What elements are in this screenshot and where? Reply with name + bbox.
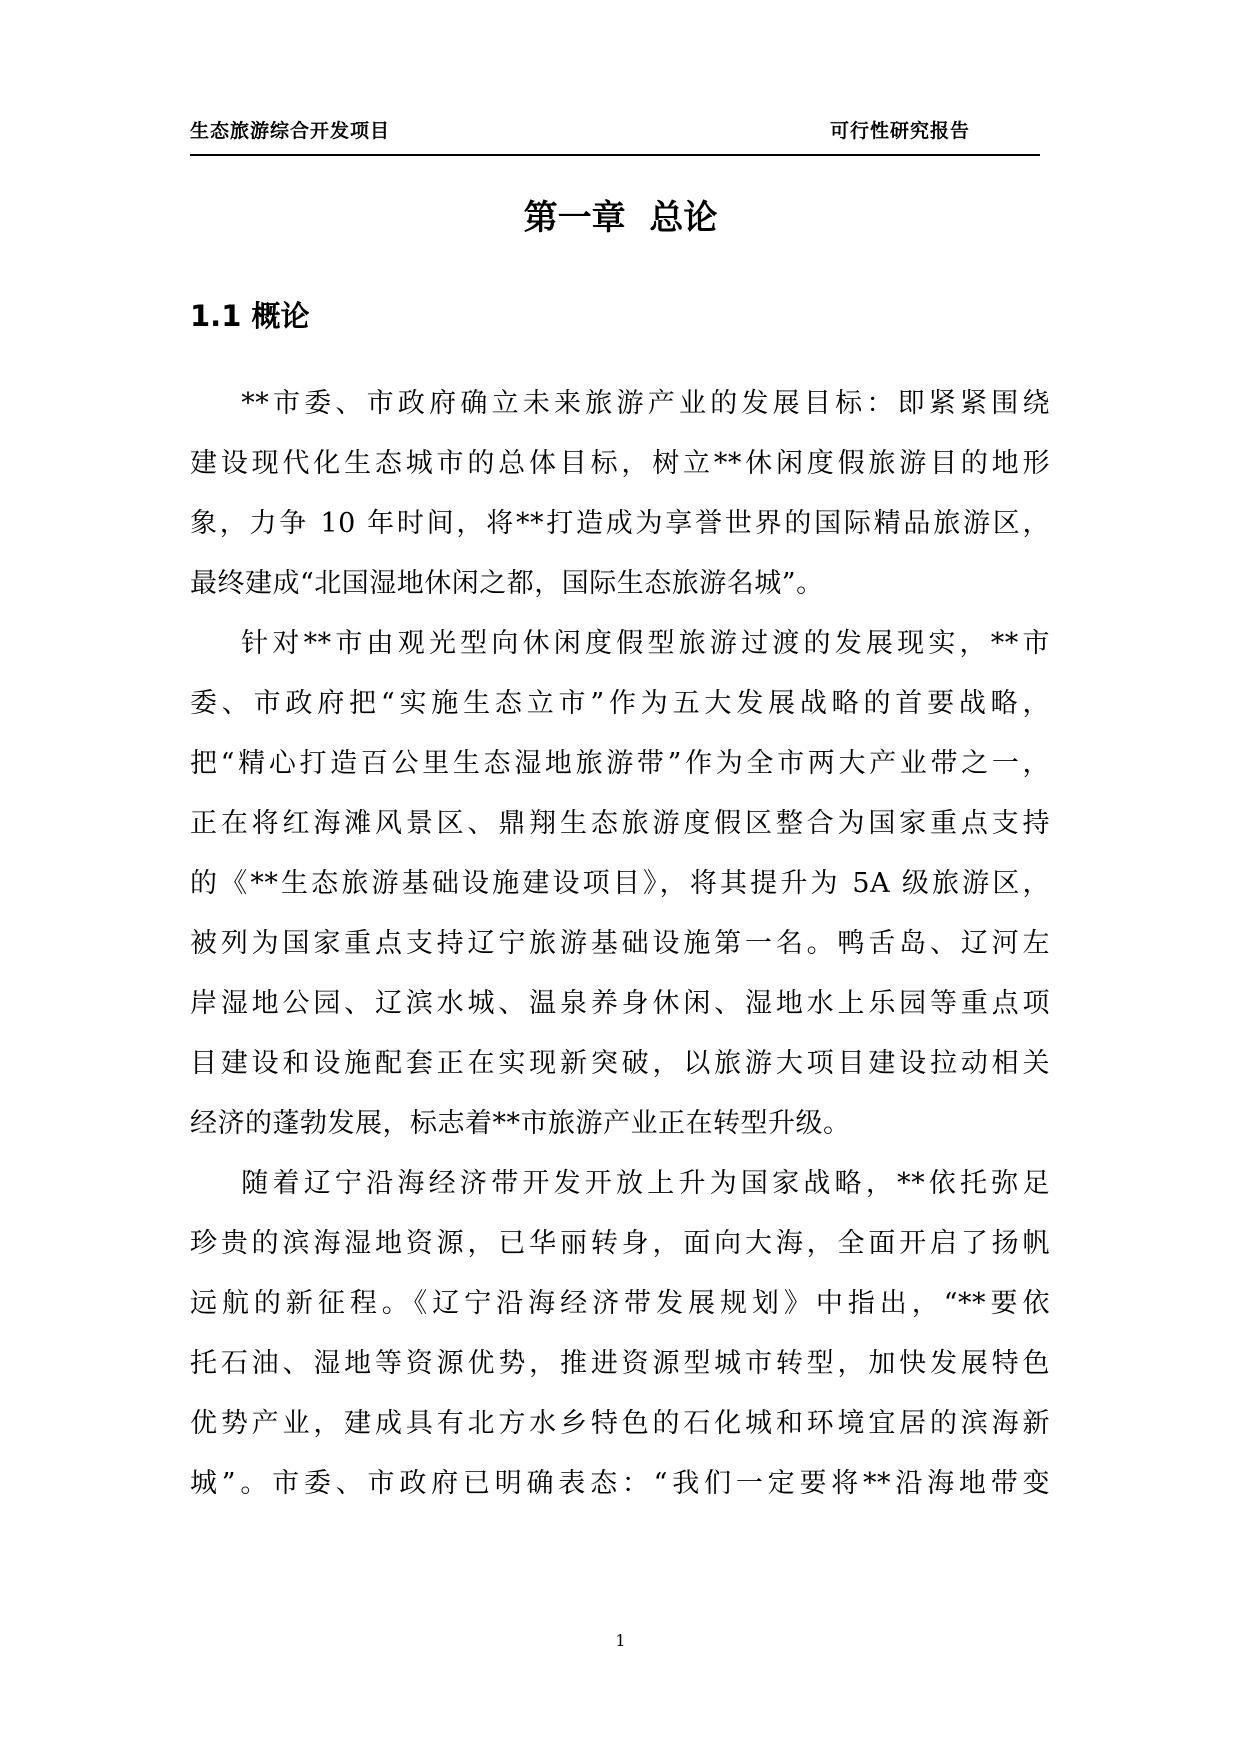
paragraph-1-line: 建设现代化生态城市的总体目标，树立**休闲度假旅游目的地形 (190, 448, 1050, 479)
paragraph-2-line: 目建设和设施配套正在实现新突破，以旅游大项目建设拉动相关 (190, 1048, 1050, 1079)
paragraph-3-line: 远航的新征程。《辽宁沿海经济带发展规划》中指出，“**要依 (190, 1288, 1050, 1319)
page-header (190, 118, 1040, 156)
paragraph-2-line: 正在将红海滩风景区、鼎翔生态旅游度假区整合为国家重点支持 (190, 808, 1050, 839)
paragraph-2-line: 的《**生态旅游基础设施建设项目》，将其提升为 5A 级旅游区， (190, 868, 1050, 899)
paragraph-2-line: 被列为国家重点支持辽宁旅游基础设施第一名。鸭舌岛、辽河左 (190, 928, 1050, 959)
chapter-title: 第一章 总论 (523, 198, 718, 238)
paragraph-3-line: 优势产业，建成具有北方水乡特色的石化城和环境宜居的滨海新 (190, 1408, 1050, 1439)
paragraph-3-line: 城”。市委、市政府已明确表态：“我们一定要将**沿海地带变 (190, 1468, 1050, 1499)
section-title: 1.1 概论 (190, 299, 310, 333)
paragraph-2-line: 把“精心打造百公里生态湿地旅游带”作为全市两大产业带之一， (190, 748, 1050, 779)
paragraph-1-line: **市委、市政府确立未来旅游产业的发展目标：即紧紧围绕 (190, 388, 1050, 419)
header-project-title: 生态旅游综合开发项目 (190, 120, 391, 142)
paragraph-1-line: 最终建成“北国湿地休闲之都，国际生态旅游名城”。 (190, 568, 824, 599)
paragraph-2-line: 经济的蓬勃发展，标志着**市旅游产业正在转型升级。 (190, 1108, 851, 1139)
paragraph-2-line: 针对**市由观光型向休闲度假型旅游过渡的发展现实，**市 (190, 628, 1050, 659)
header-report-type: 可行性研究报告 (830, 120, 971, 142)
body-text (190, 374, 1050, 1514)
paragraph-3-line: 托石油、湿地等资源优势，推进资源型城市转型，加快发展特色 (190, 1348, 1050, 1379)
paragraph-1-line: 象，力争 10 年时间，将**打造成为享誉世界的国际精品旅游区， (190, 508, 1050, 539)
paragraph-3-line: 随着辽宁沿海经济带开发开放上升为国家战略，**依托弥足 (190, 1168, 1050, 1199)
paragraph-3-line: 珍贵的滨海湿地资源，已华丽转身，面向大海，全面开启了扬帆 (190, 1228, 1050, 1259)
paragraph-2-line: 委、市政府把“实施生态立市”作为五大发展战略的首要战略， (190, 688, 1050, 719)
page-number: 1 (615, 1631, 626, 1650)
paragraph-2-line: 岸湿地公园、辽滨水城、温泉养身休闲、湿地水上乐园等重点项 (190, 988, 1050, 1019)
